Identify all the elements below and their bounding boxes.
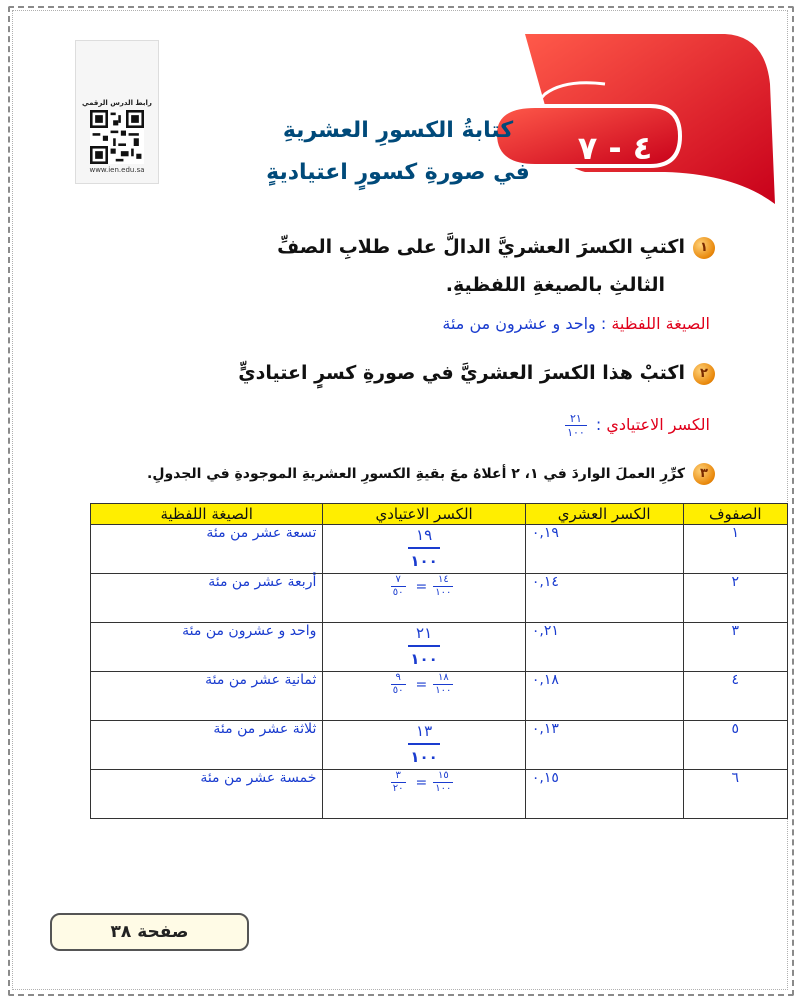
cell-fraction	[323, 721, 525, 770]
denominator: ١٠٠	[435, 587, 452, 598]
question-2-number: ٢	[693, 363, 715, 385]
answer-1-value: واحد و عشرون من مئة	[442, 314, 596, 333]
fraction	[433, 770, 453, 795]
denominator: ١٠٠	[435, 783, 452, 794]
lesson-number: ٤ - ٧	[577, 129, 653, 167]
page-number: ٣٨	[110, 922, 132, 942]
cell-decimal: ٠,١٤	[525, 574, 683, 623]
answer-2-numerator: ٢١	[565, 412, 587, 426]
page-label: صفحة	[137, 922, 189, 942]
simplified-numerator: ٩	[391, 672, 406, 685]
answer-2	[565, 412, 710, 439]
answer-2-sep: :	[590, 415, 607, 434]
cell-decimal: ٠,١٣	[525, 721, 683, 770]
simplified-denominator: ٥٠	[392, 685, 404, 696]
question-3-number: ٣	[693, 463, 715, 485]
table-row	[91, 623, 788, 672]
table-row	[91, 574, 788, 623]
table-row	[91, 672, 788, 721]
header-common-fraction: الكسر الاعتيادي	[323, 504, 525, 525]
cell-grade: ١	[683, 525, 787, 574]
qr-card[interactable]	[75, 40, 159, 184]
simplified-numerator: ٧	[391, 574, 406, 587]
cell-fraction	[323, 770, 525, 819]
question-2-text: اكتبْ هذا الكسرَ العشريَّ في صورةِ كسرٍ اعتياديٍّ	[238, 362, 685, 384]
fraction	[433, 574, 453, 599]
simplified-fraction	[391, 770, 406, 795]
header-grades: الصفوف	[683, 504, 787, 525]
cell-decimal: ٠,١٥	[525, 770, 683, 819]
answer-1-label: الصيغة اللفظية	[611, 314, 710, 333]
equals-sign: =	[415, 676, 428, 693]
cell-words: تسعة عشر من مئة	[91, 525, 323, 574]
cell-words: ثمانية عشر من مئة	[91, 672, 323, 721]
denominator: ١٠٠	[410, 650, 438, 668]
numerator: ١٥	[433, 770, 453, 783]
table-row	[91, 525, 788, 574]
fraction-equation	[391, 672, 458, 697]
numerator: ٢١	[408, 623, 440, 647]
qr-code-icon[interactable]	[90, 110, 144, 164]
cell-words: ثلاثة عشر من مئة	[91, 721, 323, 770]
numerator: ١٤	[433, 574, 453, 587]
simplified-denominator: ٢٠	[392, 783, 404, 794]
equals-sign: =	[415, 578, 428, 595]
fractions-table	[90, 503, 788, 819]
cell-grade: ٣	[683, 623, 787, 672]
cell-words: أربعة عشر من مئة	[91, 574, 323, 623]
cell-words: خمسة عشر من مئة	[91, 770, 323, 819]
cell-fraction	[323, 525, 525, 574]
table-header-row	[91, 504, 788, 525]
answer-2-label: الكسر الاعتيادي	[606, 415, 710, 434]
table-row	[91, 770, 788, 819]
cell-decimal: ٠,١٩	[525, 525, 683, 574]
fraction	[408, 525, 440, 571]
answer-1	[442, 314, 710, 333]
header-word-form: الصيغة اللفظية	[91, 504, 323, 525]
question-3-text: كرِّرِ العملَ الواردَ في ١، ٢ أعلاهُ معَ بقيةِ الكسورِ العشريةِ الموجودةِ في الجدولِ.	[147, 466, 685, 482]
question-1-line1: اكتبِ الكسرَ العشريَّ الدالَّ على طلابِ الصفِّ	[277, 236, 685, 258]
question-1-line2: الثالثِ بالصيغةِ اللفظيةِ.	[445, 274, 665, 296]
equals-sign: =	[415, 774, 428, 791]
qr-url[interactable]: www.ien.edu.sa	[89, 166, 145, 174]
cell-decimal: ٠,١٨	[525, 672, 683, 721]
answer-2-fraction	[565, 412, 587, 439]
lesson-title-line2: في صورةِ كسورٍ اعتياديةٍ	[266, 160, 530, 185]
denominator: ١٠٠	[435, 685, 452, 696]
cell-decimal: ٠,٢١	[525, 623, 683, 672]
answer-1-sep: :	[595, 314, 612, 333]
question-3	[147, 460, 715, 488]
fraction-equation	[391, 770, 458, 795]
fraction	[408, 623, 440, 669]
header-decimal: الكسر العشري	[525, 504, 683, 525]
simplified-fraction	[391, 574, 406, 599]
fraction	[408, 721, 440, 767]
fraction-equation	[391, 574, 458, 599]
cell-grade: ٥	[683, 721, 787, 770]
cell-words: واحد و عشرون من مئة	[91, 623, 323, 672]
answer-2-denominator: ١٠٠	[567, 426, 585, 439]
question-1	[115, 228, 715, 304]
simplified-denominator: ٥٠	[392, 587, 404, 598]
cell-fraction	[323, 623, 525, 672]
simplified-numerator: ٣	[391, 770, 406, 783]
denominator: ١٠٠	[410, 748, 438, 766]
cell-fraction	[323, 574, 525, 623]
simplified-fraction	[391, 672, 406, 697]
numerator: ١٩	[408, 525, 440, 549]
numerator: ١٣	[408, 721, 440, 745]
qr-title: رابط الدرس الرقمي	[82, 99, 152, 107]
cell-fraction	[323, 672, 525, 721]
question-2	[238, 358, 715, 388]
denominator: ١٠٠	[410, 552, 438, 570]
cell-grade: ٢	[683, 574, 787, 623]
fraction	[433, 672, 453, 697]
lesson-title-line1: كتابةُ الكسورِ العشريةِ	[282, 118, 514, 143]
table-row	[91, 721, 788, 770]
page-number-box	[50, 913, 249, 951]
question-1-number: ١	[693, 237, 715, 259]
cell-grade: ٦	[683, 770, 787, 819]
numerator: ١٨	[433, 672, 453, 685]
cell-grade: ٤	[683, 672, 787, 721]
lesson-title	[238, 110, 558, 194]
